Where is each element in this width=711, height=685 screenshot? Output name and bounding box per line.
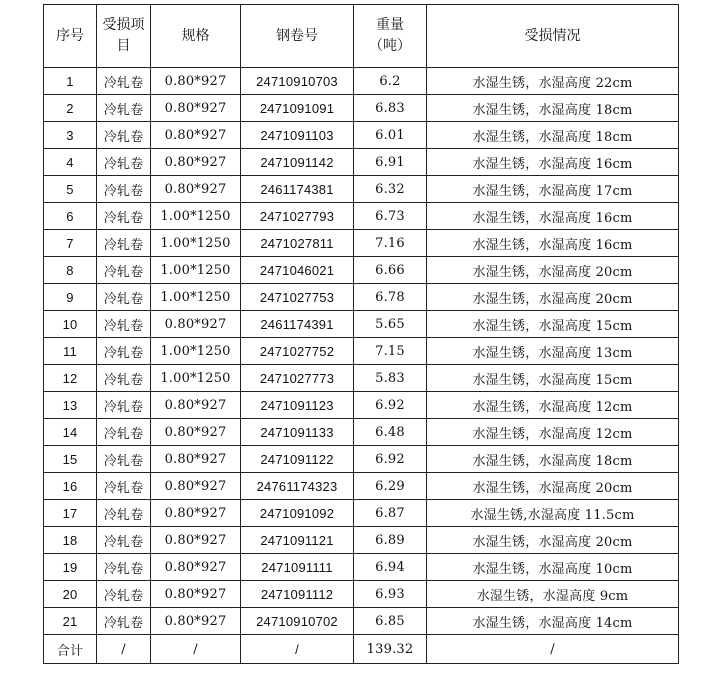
table-row — [44, 500, 679, 527]
table-row — [44, 527, 679, 554]
cell-item: 冷轧卷 — [97, 257, 151, 284]
cell-spec: 0.80*927 — [151, 446, 241, 473]
cell-coil-number: 2471091121 — [241, 527, 354, 554]
cell-spec: 0.80*927 — [151, 608, 241, 635]
cell-no: 5 — [44, 176, 97, 203]
cell-item: 冷轧卷 — [97, 149, 151, 176]
cell-damage: 水湿生锈，水湿高度 16cm — [427, 203, 679, 230]
total-item: / — [97, 635, 151, 664]
cell-coil-number: 2471091123 — [241, 392, 354, 419]
header-coil-number: 钢卷号 — [241, 5, 354, 68]
table-row — [44, 95, 679, 122]
cell-spec: 0.80*927 — [151, 176, 241, 203]
table-row — [44, 284, 679, 311]
cell-no: 4 — [44, 149, 97, 176]
cell-no: 21 — [44, 608, 97, 635]
cell-weight: 6.78 — [354, 284, 427, 311]
cell-spec: 0.80*927 — [151, 581, 241, 608]
cell-spec: 0.80*927 — [151, 95, 241, 122]
cell-spec: 1.00*1250 — [151, 203, 241, 230]
cell-damage: 水湿生锈，水湿高度 9cm — [427, 581, 679, 608]
cell-no: 12 — [44, 365, 97, 392]
cell-coil-number: 2471091111 — [241, 554, 354, 581]
cell-damage: 水湿生锈，水湿高度 20cm — [427, 284, 679, 311]
cell-weight: 7.15 — [354, 338, 427, 365]
cell-item: 冷轧卷 — [97, 230, 151, 257]
cell-coil-number: 2471091142 — [241, 149, 354, 176]
cell-spec: 1.00*1250 — [151, 338, 241, 365]
table-row — [44, 311, 679, 338]
cell-coil-number: 2471091133 — [241, 419, 354, 446]
table-row — [44, 473, 679, 500]
cell-spec: 1.00*1250 — [151, 365, 241, 392]
cell-item: 冷轧卷 — [97, 527, 151, 554]
cell-damage: 水湿生锈，水湿高度 13cm — [427, 338, 679, 365]
cell-no: 3 — [44, 122, 97, 149]
cell-coil-number: 2471027793 — [241, 203, 354, 230]
table-row — [44, 338, 679, 365]
table-row — [44, 392, 679, 419]
header-damage: 受损情况 — [427, 5, 679, 68]
cell-item: 冷轧卷 — [97, 176, 151, 203]
cell-damage: 水湿生锈，水湿高度 12cm — [427, 392, 679, 419]
cell-coil-number: 2471027773 — [241, 365, 354, 392]
damage-table — [43, 4, 679, 664]
cell-weight: 6.01 — [354, 122, 427, 149]
cell-item: 冷轧卷 — [97, 608, 151, 635]
table-header — [44, 5, 679, 68]
total-spec: / — [151, 635, 241, 664]
cell-no: 11 — [44, 338, 97, 365]
cell-coil-number: 2471046021 — [241, 257, 354, 284]
cell-weight: 6.94 — [354, 554, 427, 581]
table-row — [44, 581, 679, 608]
cell-spec: 0.80*927 — [151, 419, 241, 446]
cell-item: 冷轧卷 — [97, 311, 151, 338]
cell-weight: 7.16 — [354, 230, 427, 257]
cell-spec: 1.00*1250 — [151, 284, 241, 311]
header-no: 序号 — [44, 5, 97, 68]
cell-coil-number: 2471027811 — [241, 230, 354, 257]
header-weight-unit: （吨） — [369, 38, 411, 54]
table-row — [44, 419, 679, 446]
table-row — [44, 257, 679, 284]
cell-coil-number: 2471091091 — [241, 95, 354, 122]
cell-damage: 水湿生锈，水湿高度 18cm — [427, 446, 679, 473]
cell-weight: 6.89 — [354, 527, 427, 554]
cell-coil-number: 2471091122 — [241, 446, 354, 473]
cell-damage: 水湿生锈,水湿高度 11.5cm — [427, 500, 679, 527]
cell-damage: 水湿生锈，水湿高度 18cm — [427, 122, 679, 149]
cell-coil-number: 24710910703 — [241, 68, 354, 95]
table-row — [44, 68, 679, 95]
cell-item: 冷轧卷 — [97, 419, 151, 446]
cell-weight: 5.83 — [354, 365, 427, 392]
cell-item: 冷轧卷 — [97, 473, 151, 500]
cell-coil-number: 2461174381 — [241, 176, 354, 203]
cell-damage: 水湿生锈，水湿高度 16cm — [427, 149, 679, 176]
cell-item: 冷轧卷 — [97, 554, 151, 581]
cell-coil-number: 24761174323 — [241, 473, 354, 500]
cell-spec: 0.80*927 — [151, 527, 241, 554]
cell-no: 10 — [44, 311, 97, 338]
cell-spec: 0.80*927 — [151, 554, 241, 581]
cell-weight: 6.85 — [354, 608, 427, 635]
total-weight: 139.32 — [354, 635, 427, 664]
cell-no: 2 — [44, 95, 97, 122]
cell-coil-number: 2471091103 — [241, 122, 354, 149]
cell-spec: 0.80*927 — [151, 392, 241, 419]
cell-damage: 水湿生锈，水湿高度 12cm — [427, 419, 679, 446]
cell-coil-number: 2471091092 — [241, 500, 354, 527]
cell-coil-number: 2471027753 — [241, 284, 354, 311]
cell-spec: 1.00*1250 — [151, 257, 241, 284]
cell-weight: 6.73 — [354, 203, 427, 230]
cell-coil-number: 24710910702 — [241, 608, 354, 635]
header-weight-label: 重量 — [376, 17, 404, 33]
cell-no: 1 — [44, 68, 97, 95]
cell-weight: 6.66 — [354, 257, 427, 284]
cell-no: 20 — [44, 581, 97, 608]
cell-item: 冷轧卷 — [97, 446, 151, 473]
cell-weight: 6.29 — [354, 473, 427, 500]
table-row — [44, 176, 679, 203]
cell-damage: 水湿生锈，水湿高度 18cm — [427, 95, 679, 122]
cell-damage: 水湿生锈，水湿高度 22cm — [427, 68, 679, 95]
cell-damage: 水湿生锈，水湿高度 16cm — [427, 230, 679, 257]
header-item: 受损项目 — [97, 5, 151, 68]
cell-weight: 6.92 — [354, 392, 427, 419]
cell-no: 18 — [44, 527, 97, 554]
cell-no: 6 — [44, 203, 97, 230]
cell-no: 8 — [44, 257, 97, 284]
header-weight — [354, 5, 427, 68]
cell-damage: 水湿生锈，水湿高度 14cm — [427, 608, 679, 635]
cell-damage: 水湿生锈，水湿高度 15cm — [427, 365, 679, 392]
cell-damage: 水湿生锈，水湿高度 15cm — [427, 311, 679, 338]
cell-coil-number: 2471027752 — [241, 338, 354, 365]
table-row — [44, 122, 679, 149]
cell-weight: 6.48 — [354, 419, 427, 446]
cell-no: 15 — [44, 446, 97, 473]
cell-weight: 6.93 — [354, 581, 427, 608]
cell-no: 17 — [44, 500, 97, 527]
cell-item: 冷轧卷 — [97, 365, 151, 392]
cell-no: 7 — [44, 230, 97, 257]
cell-no: 19 — [44, 554, 97, 581]
cell-spec: 0.80*927 — [151, 68, 241, 95]
table-row — [44, 446, 679, 473]
table-row — [44, 230, 679, 257]
cell-weight: 6.2 — [354, 68, 427, 95]
cell-weight: 6.91 — [354, 149, 427, 176]
total-row — [44, 635, 679, 664]
cell-spec: 1.00*1250 — [151, 230, 241, 257]
total-damage: / — [427, 635, 679, 664]
cell-item: 冷轧卷 — [97, 500, 151, 527]
cell-no: 14 — [44, 419, 97, 446]
table-row — [44, 554, 679, 581]
cell-no: 13 — [44, 392, 97, 419]
total-label: 合计 — [44, 635, 97, 664]
cell-weight: 6.32 — [354, 176, 427, 203]
cell-spec: 0.80*927 — [151, 473, 241, 500]
cell-item: 冷轧卷 — [97, 68, 151, 95]
header-row — [44, 5, 679, 68]
cell-item: 冷轧卷 — [97, 392, 151, 419]
cell-no: 9 — [44, 284, 97, 311]
cell-no: 16 — [44, 473, 97, 500]
cell-damage: 水湿生锈，水湿高度 10cm — [427, 554, 679, 581]
cell-weight: 6.83 — [354, 95, 427, 122]
total-coil: / — [241, 635, 354, 664]
cell-damage: 水湿生锈，水湿高度 20cm — [427, 527, 679, 554]
table-body — [44, 68, 679, 664]
cell-spec: 0.80*927 — [151, 500, 241, 527]
cell-coil-number: 2461174391 — [241, 311, 354, 338]
cell-item: 冷轧卷 — [97, 284, 151, 311]
table-row — [44, 203, 679, 230]
cell-item: 冷轧卷 — [97, 581, 151, 608]
cell-item: 冷轧卷 — [97, 203, 151, 230]
cell-spec: 0.80*927 — [151, 122, 241, 149]
cell-weight: 5.65 — [354, 311, 427, 338]
table-row — [44, 608, 679, 635]
cell-item: 冷轧卷 — [97, 122, 151, 149]
cell-weight: 6.92 — [354, 446, 427, 473]
cell-item: 冷轧卷 — [97, 95, 151, 122]
table-row — [44, 149, 679, 176]
cell-damage: 水湿生锈，水湿高度 20cm — [427, 473, 679, 500]
cell-damage: 水湿生锈，水湿高度 20cm — [427, 257, 679, 284]
table-row — [44, 365, 679, 392]
cell-spec: 0.80*927 — [151, 149, 241, 176]
cell-coil-number: 2471091112 — [241, 581, 354, 608]
header-spec: 规格 — [151, 5, 241, 68]
cell-weight: 6.87 — [354, 500, 427, 527]
cell-damage: 水湿生锈，水湿高度 17cm — [427, 176, 679, 203]
cell-item: 冷轧卷 — [97, 338, 151, 365]
cell-spec: 0.80*927 — [151, 311, 241, 338]
